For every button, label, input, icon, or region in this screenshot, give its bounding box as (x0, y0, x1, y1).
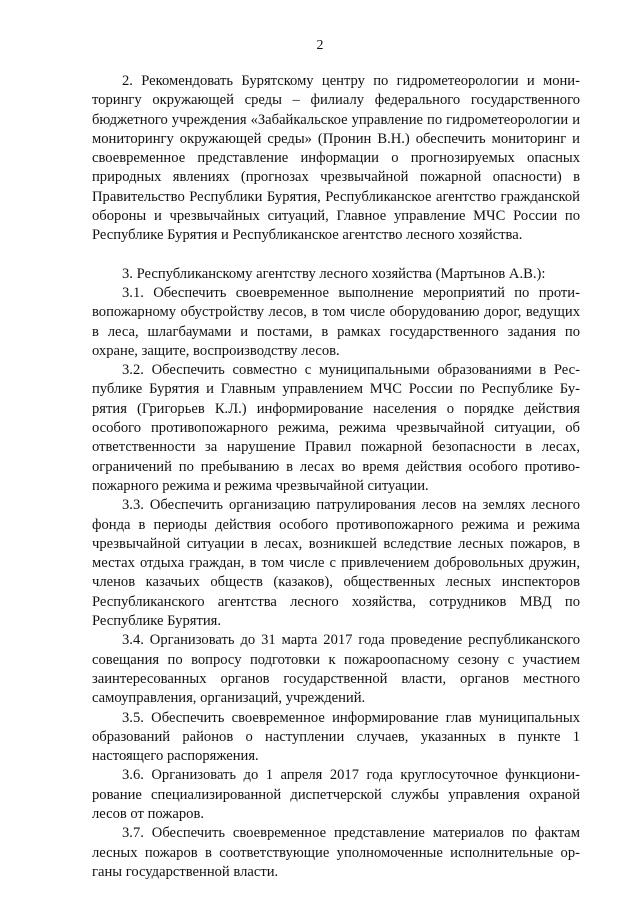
page-number: 2 (316, 38, 324, 53)
paragraph-3-1: 3.1. Обеспечить своевременное выполнение мероприятий по противопожарному обустройству лесов, в том числе оборудованию дорог, ведущих в леса, шлагбаумами и постами, в рамках государственного задания по охране, защите, воспроизводству лесов. (92, 284, 580, 359)
paragraph-2-recommendation: 2. Рекомендовать Бурятскому центру по гидрометеорологии и мониторингу окружающей среды – филиалу федерального государственного бюджетного учреждения «Забайкальское управление по гидрометеорологии и мониторингу окружающей среды» (Пронин В.Н.) обеспечить мониторинг и своевременное представление информации о прогнозируемых опасных природных явлениях (прогнозах чрезвычайной пожарной опасности) в Правительство Республики Бурятия, Республиканское агентство гражданской обороны и чрезвычайных ситуаций, Главное управление МЧС России по Республике Бурятия и Республиканское агентство лесного хозяйства. (92, 73, 580, 244)
paragraph-3-7: 3.7. Обеспечить своевременное представление материалов по фактам лесных пожаров в соответствующие уполномоченные исполнительные органы государственной власти. (92, 825, 580, 880)
paragraph-3-5: 3.5. Обеспечить своевременное информирование глав муниципальных образований районов о наступлении случаев, указанных в пункте 1 настоящего распоряжения. (92, 709, 580, 765)
paragraph-3-3: 3.3. Обеспечить организацию патрулирования лесов на землях лесного фонда в периоды действия особого противопожарного режима и режима чрезвычайной ситуации в лесах, возникшей вследствие лесных пожаров, в местах отдыха граждан, в том числе с привлечением добровольных дружин, членов казачьих обществ (казаков), общественных лесных инспекторов Республиканского агентства лесного хозяйства, сотрудников МВД по Республике Бурятия. (92, 497, 580, 630)
paragraph-3-4: 3.4. Организовать до 31 марта 2017 года проведение республиканского совещания по вопросу подготовки к пожароопасному сезону с участием заинтересованных органов государственной власти, органов местного самоуправления, организаций, учреждений. (92, 632, 580, 707)
paragraph-3-heading: 3. Республиканскому агентству лесного хозяйства (Мартынов А.В.): (122, 265, 546, 282)
paragraph-3-2: 3.2. Обеспечить совместно с муниципальными образованиями в Республике Бурятия и Главным управлением МЧС России по Республике Бурятия (Григорьев К.Л.) информирование населения о порядке действия особого противопожарного режима, режима чрезвычайной ситуации, об ответственности за нарушение Правил пожарной безопасности в лесах, ограничений по пребыванию в лесах во время действия особого противопожарного режима и режима чрезвычайной ситуации. (92, 362, 580, 494)
document-body (92, 72, 580, 882)
paragraph-3-6: 3.6. Организовать до 1 апреля 2017 года круглосуточное функционирование специализированной диспетчерской службы управления охраной лесов от пожаров. (92, 767, 580, 822)
